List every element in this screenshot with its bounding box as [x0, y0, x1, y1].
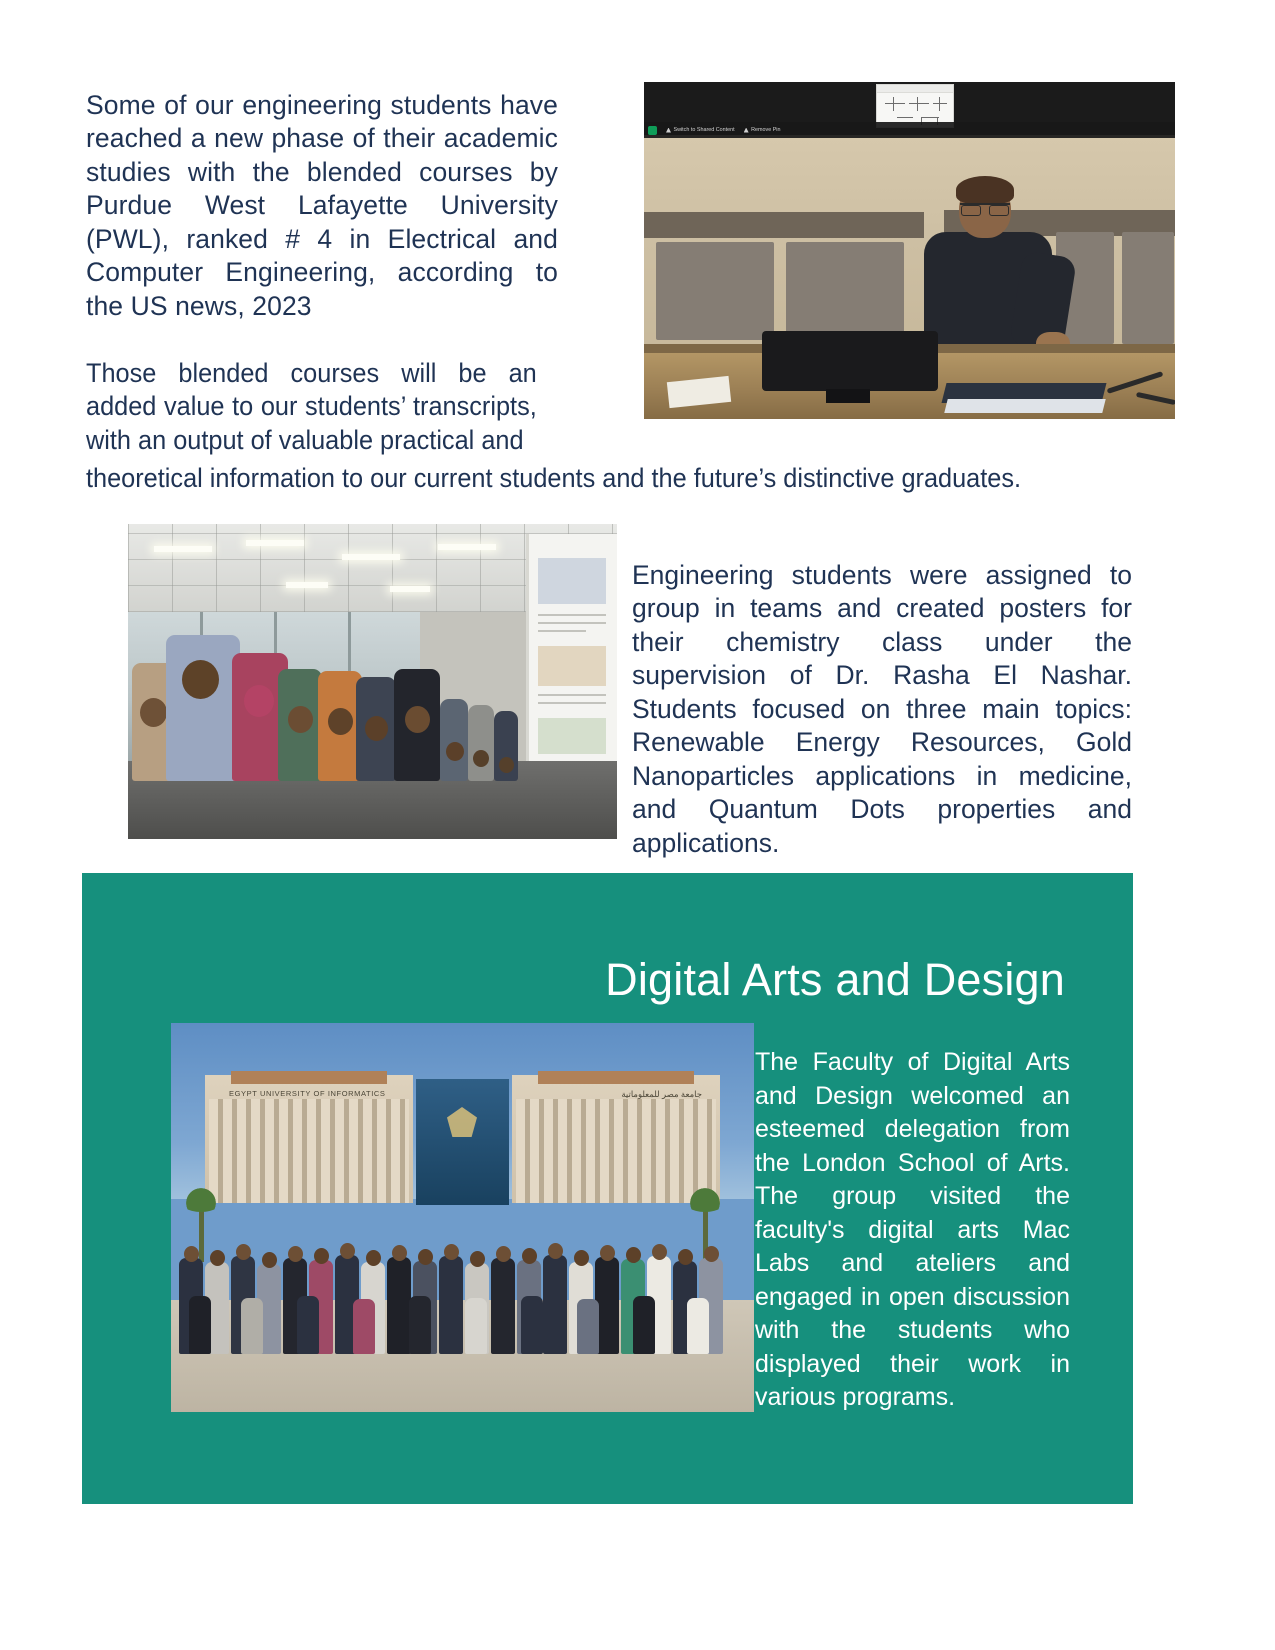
- person-head: [626, 1247, 641, 1263]
- student-figure: [440, 699, 468, 781]
- person-figure: [439, 1256, 463, 1354]
- presenter-hair: [956, 176, 1014, 204]
- student-figure: [166, 635, 240, 781]
- ceiling-light-5: [286, 582, 328, 588]
- digital-arts-and-design-panel: [82, 873, 1133, 1504]
- person-head: [444, 1244, 459, 1260]
- ceiling-light-4: [438, 544, 496, 550]
- delegation-crowd: [171, 1204, 754, 1354]
- building-cornice-left: [231, 1071, 387, 1084]
- engineering-section: [0, 0, 1275, 493]
- acoustic-panel-1: [656, 242, 774, 340]
- person-seated: [297, 1296, 319, 1354]
- engineering-paragraph-3: theoretical information to our current students and the future’s distinctive graduates.: [86, 462, 1022, 493]
- person-head: [236, 1244, 251, 1260]
- wall-beam-left: [644, 212, 924, 238]
- student-head: [446, 742, 464, 761]
- student-head: [365, 716, 388, 741]
- person-head: [262, 1252, 277, 1268]
- person-seated: [409, 1296, 431, 1354]
- student-head: [244, 685, 274, 717]
- poster-figure-2: [538, 646, 606, 686]
- engineering-text-column: [86, 62, 558, 350]
- person-head: [678, 1249, 693, 1265]
- poster-textline-2: [538, 622, 606, 624]
- digital-arts-paragraph: The Faculty of Digital Arts and Design welcomed an esteemed delegation from the London School of Arts. The group visited the faculty's digital arts Mac Labs and ateliers and engaged in open discussion with the students who displayed their work in various programs.: [755, 1048, 1070, 1411]
- remove-pin-button[interactable]: Remove Pin: [744, 127, 781, 133]
- poster-textline-5: [538, 702, 606, 704]
- person-head: [340, 1243, 355, 1259]
- building-cornice-right: [538, 1071, 694, 1084]
- engineering-paragraph-2: Those blended courses will be an added value to our students’ transcripts, with an output of valuable practical and: [86, 357, 537, 455]
- share-status-dot: [648, 126, 657, 135]
- person-seated: [241, 1298, 263, 1354]
- lecture-hall-photo: [644, 82, 1175, 419]
- person-seated: [353, 1299, 375, 1354]
- student-figure: [468, 705, 494, 781]
- person-head: [288, 1246, 303, 1262]
- student-head: [499, 757, 514, 773]
- person-head: [522, 1248, 537, 1264]
- group-photo: [171, 1023, 754, 1412]
- building-glass-atrium: [416, 1079, 509, 1205]
- poster-textline-3: [538, 630, 586, 632]
- building-columns-left: [209, 1099, 409, 1203]
- student-head: [182, 660, 219, 699]
- person-head: [366, 1250, 381, 1266]
- person-seated: [577, 1299, 599, 1354]
- ceiling-light-6: [390, 586, 430, 592]
- person-figure: [543, 1255, 567, 1354]
- person-head: [184, 1246, 199, 1262]
- person-head: [600, 1245, 615, 1261]
- person-seated: [633, 1296, 655, 1354]
- person-figure: [387, 1257, 411, 1354]
- acoustic-panel-4: [1122, 232, 1174, 344]
- person-head: [574, 1250, 589, 1266]
- digital-arts-heading: Digital Arts and Design: [605, 954, 1065, 1006]
- person-seated: [189, 1296, 211, 1354]
- ceiling-light-1: [154, 546, 212, 552]
- person-seated: [465, 1298, 487, 1354]
- screenshare-control-bar[interactable]: [644, 122, 1175, 138]
- person-head: [392, 1245, 407, 1261]
- building-sign-english: EGYPT UNIVERSITY OF INFORMATICS: [229, 1089, 386, 1098]
- ceiling-light-2: [246, 540, 304, 546]
- poster-figure-1: [538, 558, 606, 604]
- person-head: [210, 1250, 225, 1266]
- poster-textline-4: [538, 694, 606, 696]
- posters-paragraph: Engineering students were assigned to group in teams and created posters for their chemistry class under the supervision of Dr. Rasha El Nashar. Students focused on three main topics: Renewable Energy Resources, Gold Nanoparticles applications in medicine, and Quantum Dots properties and applications.: [632, 559, 1132, 858]
- glasses-icon: [960, 203, 1010, 214]
- tablet-device: [944, 399, 1105, 413]
- person-head: [548, 1243, 563, 1259]
- monitor: [762, 331, 938, 391]
- student-head: [328, 708, 353, 735]
- shared-slide-header: [877, 85, 953, 93]
- poster-session-photo: [128, 524, 617, 839]
- student-head: [473, 750, 489, 767]
- student-head: [140, 698, 167, 727]
- person-head: [418, 1249, 433, 1265]
- monitor-stand: [826, 389, 870, 403]
- poster-textline-1: [538, 614, 606, 616]
- ceiling-light-3: [342, 554, 400, 560]
- person-seated: [687, 1298, 709, 1354]
- posters-section: [0, 490, 1275, 860]
- engineering-paragraph-1: Some of our engineering students have reached a new phase of their academic studies with the blended courses by Purdue West Lafayette University (PWL), ranked # 4 in Electrical and Computer Engineering, according to the US news, 2023: [86, 89, 558, 321]
- person-head: [496, 1246, 511, 1262]
- student-head: [405, 706, 430, 733]
- acoustic-panel-2: [786, 242, 904, 340]
- student-head: [288, 706, 313, 733]
- person-figure: [491, 1258, 515, 1354]
- building-sign-arabic: جامعة مصر للمعلوماتية: [621, 1089, 702, 1099]
- person-head: [314, 1248, 329, 1264]
- person-head: [704, 1246, 719, 1262]
- poster-figure-3: [538, 718, 606, 754]
- person-head: [652, 1244, 667, 1260]
- person-head: [470, 1251, 485, 1267]
- person-seated: [521, 1296, 543, 1354]
- switch-to-shared-content-button[interactable]: Switch to Shared Content: [666, 127, 735, 133]
